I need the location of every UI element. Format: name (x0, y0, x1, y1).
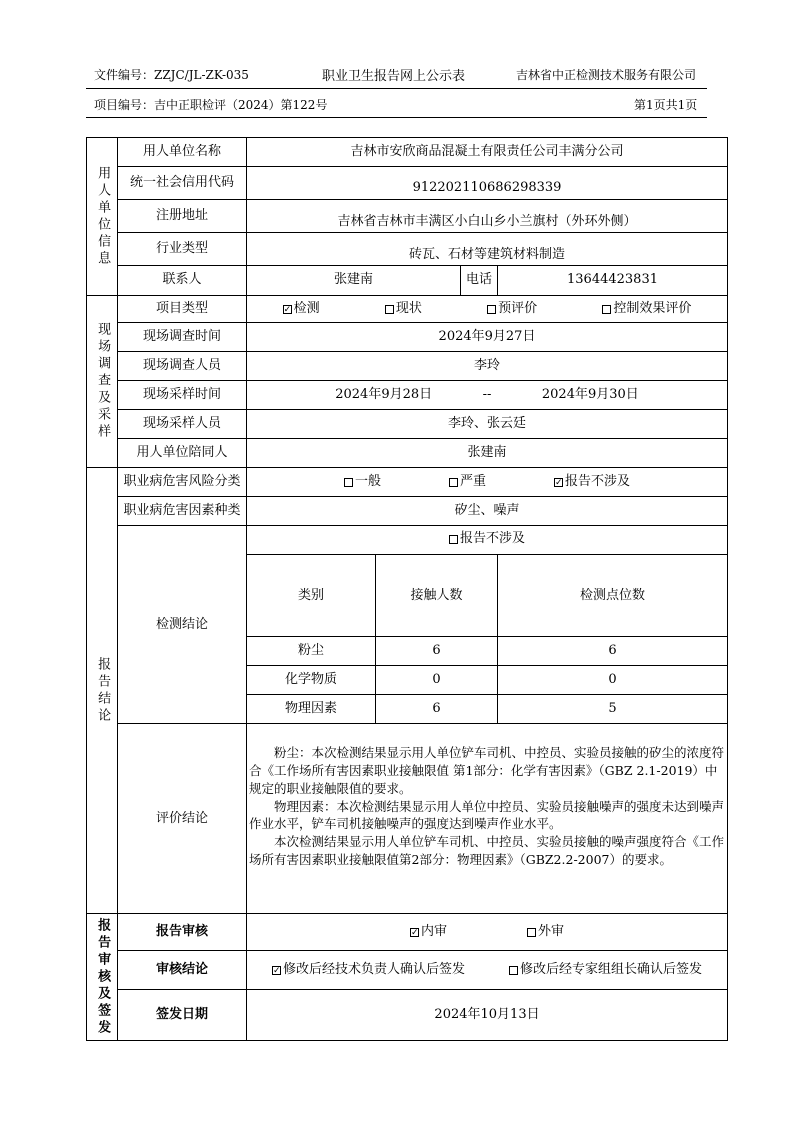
sampler-label: 现场采样人员 (118, 410, 247, 439)
option-expert-lead-confirm[interactable]: 修改后经专家组组长确认后签发 (509, 962, 702, 978)
employer-name-label: 用人单位名称 (118, 138, 247, 167)
header-divider (86, 88, 707, 89)
section-review-issuance: 报告审核及签发 (87, 914, 118, 1041)
checkbox-icon (449, 478, 458, 487)
option-current-status[interactable]: 现状 (385, 301, 422, 317)
evaluation-paragraph: 本次检测结果显示用人单位铲车司机、中控员、实验员接触的噪声强度符合《工作场所有害因素职业接触限值第2部分：物理因素》（GBZ2.2-2007）的要求。 (249, 834, 725, 867)
option-pre-evaluation[interactable]: 预评价 (487, 301, 537, 317)
samplers: 李玲、张云廷 (247, 410, 728, 439)
checkbox-icon (385, 305, 394, 314)
file-number: 文件编号：ZZJC/JL-ZK-035 (94, 68, 249, 82)
review-result-options (250, 962, 724, 978)
evaluation-paragraph: 物理因素：本次检测结果显示用人单位中控员、实验员接触噪声的强度未达到噪声作业水平，铲车司机接触噪声的强度达到噪声作业水平。 (249, 798, 725, 832)
hazard-factors: 矽尘、噪声 (247, 497, 728, 526)
credit-code-label: 统一社会信用代码 (118, 167, 247, 200)
evaluation-conclusion-label: 评价结论 (118, 724, 247, 914)
section-employer-info: 用人单位信息 (87, 138, 118, 296)
detection-conclusion-label: 检测结论 (118, 526, 247, 724)
option-detection[interactable]: ✓ 检测 (283, 300, 320, 316)
checkbox-icon (487, 305, 496, 314)
option-detection-not-involved[interactable]: 报告不涉及 (449, 531, 525, 547)
surveyor-label: 现场调查人员 (118, 352, 247, 381)
option-tech-lead-confirm[interactable]: ✓ 修改后经技术负责人确认后签发 (272, 962, 465, 978)
evaluation-paragraph: 粉尘：本次检测结果显示用人单位铲车司机、中控员、实验员接触的矽尘的浓度符合《工作场所有害因素职业接触限值 第1部分：化学有害因素》（GBZ 2.1-2019）中规定的职业接触限值的要求。 (249, 745, 725, 796)
hazard-factors-label: 职业病危害因素种类 (118, 497, 247, 526)
table-row: 化学物质 0 0 (87, 666, 728, 695)
industry-label: 行业类型 (118, 233, 247, 266)
option-external-audit[interactable]: 外审 (527, 924, 564, 940)
audit-options (250, 924, 724, 940)
review-result-label: 审核结论 (118, 951, 247, 990)
project-type-options (250, 301, 724, 317)
sampling-time-range (250, 387, 724, 403)
survey-time-label: 现场调查时间 (118, 323, 247, 352)
col-detection-points: 检测点位数 (498, 555, 728, 637)
option-risk-not-involved[interactable]: ✓ 报告不涉及 (554, 473, 630, 489)
registered-address: 吉林省吉林市丰满区小白山乡小兰旗村（外环外侧） (247, 200, 728, 233)
checkbox-checked-icon: ✓ (272, 965, 281, 976)
companion: 张建南 (247, 439, 728, 468)
section-report-conclusion: 报告结论 (87, 468, 118, 914)
issue-date: 2024年10月13日 (247, 990, 728, 1041)
credit-code: 912202110686298339 (247, 167, 728, 200)
contact-person: 张建南 (247, 266, 461, 296)
phone-label: 电话 (461, 266, 498, 296)
contact-label: 联系人 (118, 266, 247, 296)
checkbox-icon (527, 928, 536, 937)
industry-type: 砖瓦、石材等建筑材料制造 (247, 233, 728, 266)
section-survey-sampling: 现场调查及采样 (87, 296, 118, 468)
checkbox-icon (344, 478, 353, 487)
checkbox-icon (602, 305, 611, 314)
issue-date-label: 签发日期 (118, 990, 247, 1041)
col-exposed-count: 接触人数 (376, 555, 498, 637)
checkbox-icon (449, 535, 458, 544)
risk-class-label: 职业病危害风险分类 (118, 468, 247, 497)
checkbox-checked-icon: ✓ (554, 477, 563, 488)
option-risk-general[interactable]: 一般 (344, 474, 381, 490)
companion-label: 用人单位陪同人 (118, 439, 247, 468)
project-number: 项目编号：吉中正职检评（2024）第122号 (94, 98, 328, 112)
header-divider-2 (86, 117, 707, 118)
table-row: 物理因素 6 5 (87, 695, 728, 724)
sampling-separator: -- (482, 386, 492, 402)
document-title: 职业卫生报告网上公示表 (322, 69, 466, 84)
option-control-effect[interactable]: 控制效果评价 (602, 301, 691, 317)
option-internal-audit[interactable]: ✓ 内审 (410, 924, 447, 940)
sampling-end: 2024年9月30日 (541, 386, 639, 402)
sampling-time-label: 现场采样时间 (118, 381, 247, 410)
address-label: 注册地址 (118, 200, 247, 233)
employer-name: 吉林市安欣商品混凝土有限责任公司丰满分公司 (247, 138, 728, 167)
project-type-label: 项目类型 (118, 296, 247, 323)
checkbox-icon (509, 966, 518, 975)
disclosure-form-table (86, 137, 728, 1041)
audit-label: 报告审核 (118, 914, 247, 951)
sampling-start: 2024年9月28日 (335, 386, 433, 402)
survey-time: 2024年9月27日 (247, 323, 728, 352)
risk-class-options (250, 474, 724, 490)
phone-number: 13644423831 (498, 266, 728, 296)
page-indicator: 第1页共1页 (634, 98, 698, 112)
company-name: 吉林省中正检测技术服务有限公司 (516, 68, 697, 82)
table-row: 粉尘 6 6 (87, 637, 728, 666)
surveyor: 李玲 (247, 352, 728, 381)
col-category: 类别 (247, 555, 376, 637)
checkbox-checked-icon: ✓ (283, 304, 292, 315)
evaluation-conclusion-text (247, 724, 728, 914)
option-risk-severe[interactable]: 严重 (449, 474, 486, 490)
checkbox-checked-icon: ✓ (410, 927, 419, 938)
